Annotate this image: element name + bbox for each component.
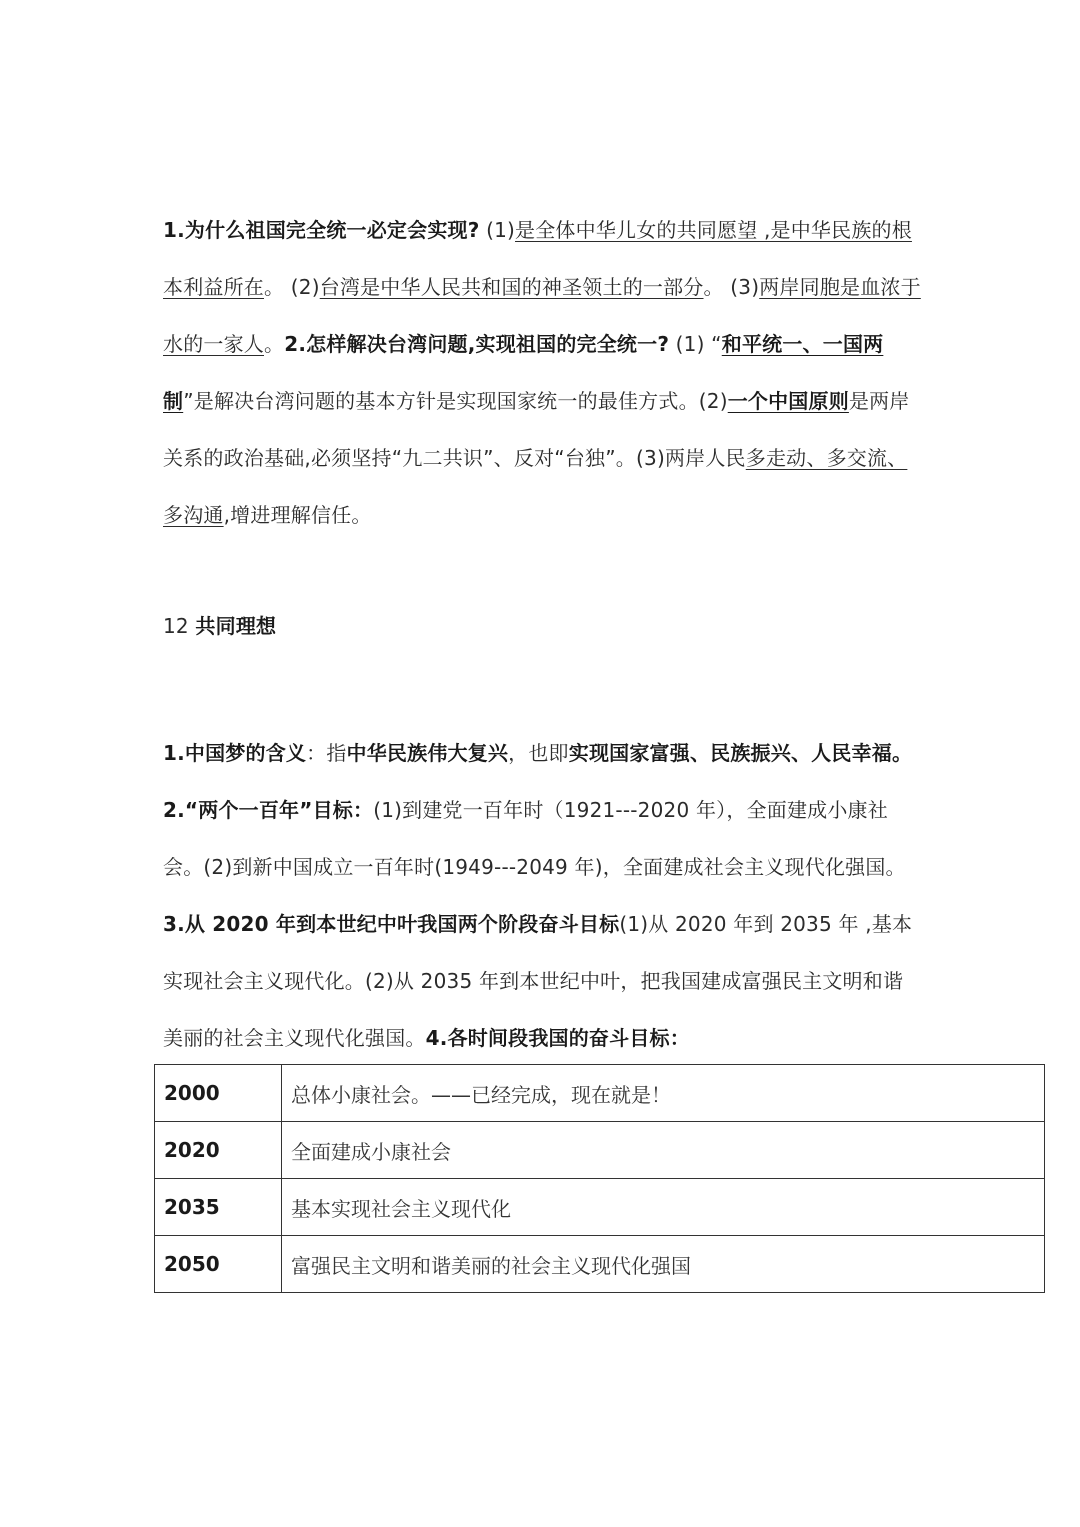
goal-cell: 富强民主文明和谐美丽的社会主义现代化强国 — [282, 1236, 1045, 1293]
two-centenary-title: 2.“两个一百年”目标： — [163, 798, 374, 822]
q1-answer-2-number: (2) — [284, 275, 320, 299]
q1-answer-2-text: 台湾是中华人民共和国的神圣领土的一部分 — [319, 275, 704, 299]
period-goals-title: 4.各时间段我国的奋斗目标： — [425, 1026, 690, 1050]
section-number: 12 — [163, 614, 196, 638]
q2-answer-1-policy: 和平统一、一国两制 — [163, 332, 884, 413]
goal-cell: 总体小康社会。——已经完成，现在就是！ — [282, 1065, 1045, 1122]
q2-answer-3-underlined: 多走动、多交流、多沟通 — [163, 446, 908, 527]
goal-cell: 基本实现社会主义现代化 — [282, 1179, 1045, 1236]
china-dream-mid: ，也即 — [508, 741, 569, 765]
question-2-title: 2.怎样解决台湾问题,实现祖国的完全统一? — [284, 332, 670, 356]
q1-answer-1-text: 是全体中华儿女的共同愿望 ,是中华民族的根本利益所在 — [163, 218, 912, 299]
section-12-heading — [163, 598, 923, 655]
china-dream-title: 1.中国梦的含义 — [163, 741, 307, 765]
q1-answer-2-end: 。 — [703, 275, 724, 299]
table-row — [155, 1179, 1045, 1236]
period-goals-table — [154, 1064, 1045, 1293]
q2-quote-open: “ — [704, 332, 722, 356]
year-cell: 2035 — [155, 1179, 282, 1236]
year-cell: 2000 — [155, 1065, 282, 1122]
taiwan-unification-paragraph — [163, 202, 923, 544]
table-row — [155, 1236, 1045, 1293]
two-stage-goal-title: 3.从 2020 年到本世纪中叶我国两个阶段奋斗目标 — [163, 912, 620, 936]
q1-answer-1-number: (1) — [479, 218, 516, 242]
goal-cell: 全面建成小康社会 — [282, 1122, 1045, 1179]
q2-answer-2-principle: 一个中国原则 — [727, 389, 849, 413]
q1-answer-3-end: 。 — [264, 332, 285, 356]
q2-answer-1-number: (1) — [669, 332, 705, 356]
table-row — [155, 1122, 1045, 1179]
common-ideal-paragraph — [163, 725, 923, 1067]
q1-answer-3-number: (3) — [723, 275, 760, 299]
q1-answer-1-end: 。 — [264, 275, 285, 299]
q2-answer-3-rest: ,增进理解信任。 — [223, 503, 372, 527]
q2-quote-close: ” — [183, 389, 194, 413]
q2-answer-3-pre: 两岸人民 — [664, 446, 746, 470]
q2-answer-2-rest: 是两岸关系的政治基础,必须坚持“九二共识”、反对“台独”。 — [163, 389, 910, 470]
two-stage-goal-text: (1)从 2020 年到 2035 年 ,基本实现社会主义现代化。(2)从 2035 年到本世纪中叶，把我国建成富强民主文明和谐美丽的社会主义现代化强国。 — [163, 912, 913, 1050]
table-row — [155, 1065, 1045, 1122]
year-cell: 2020 — [155, 1122, 282, 1179]
two-centenary-text: (1)到建党一百年时（1921---2020 年），全面建成小康社会。(2)到新中国成立一百年时(1949---2049 年)，全面建成社会主义现代化强国。 — [163, 798, 906, 879]
china-dream-bold-1: 中华民族伟大复兴 — [346, 741, 509, 765]
year-cell: 2050 — [155, 1236, 282, 1293]
china-dream-colon: ：指 — [306, 741, 347, 765]
question-1-title: 1.为什么祖国完全统一必定会实现? — [163, 218, 480, 242]
q2-answer-1-rest: 是解决台湾问题的基本方针是实现国家统一的最佳方式。 — [193, 389, 699, 413]
q2-answer-2-number: (2) — [698, 389, 728, 413]
section-title: 共同理想 — [195, 614, 277, 638]
q1-answer-3-text: 两岸同胞是血浓于水的一家人 — [163, 275, 921, 356]
q2-answer-3-number: (3) — [636, 446, 665, 470]
china-dream-bold-2: 实现国家富强、民族振兴、人民幸福。 — [568, 741, 913, 765]
